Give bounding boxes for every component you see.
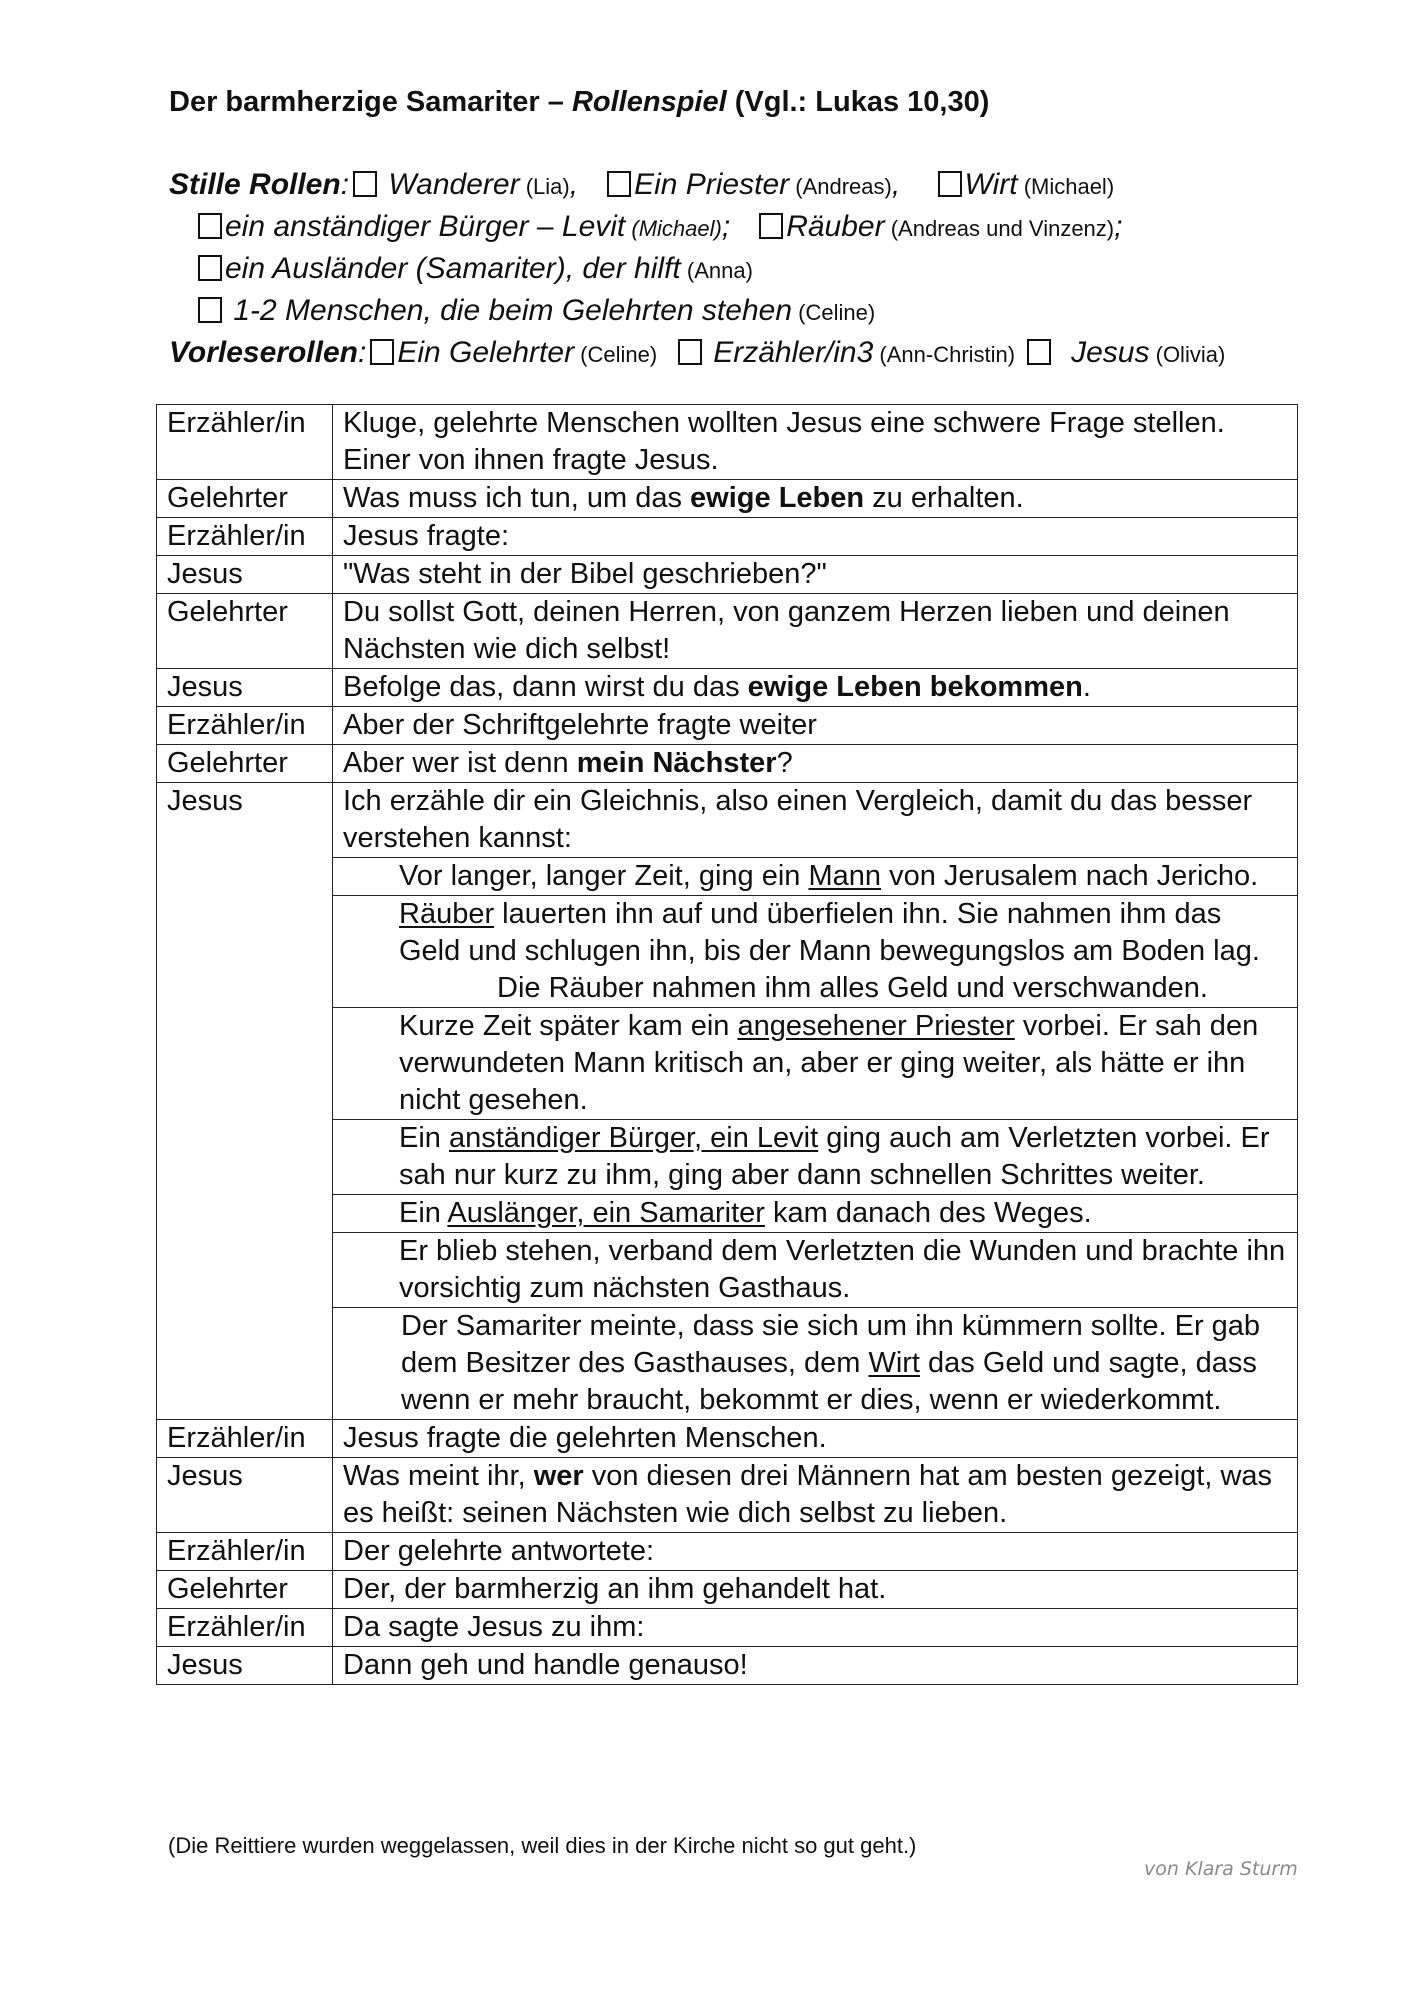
table-row xyxy=(157,1458,1298,1533)
title-text: Der barmherzige Samariter – xyxy=(169,86,572,118)
actor-erzaehler: (Ann-Christin) xyxy=(873,342,1016,367)
line-cell: Ich erzähle dir ein Gleichnis, also einen Vergleich, damit du das besser verstehen kannst: xyxy=(333,783,1298,858)
line-text: . xyxy=(1082,671,1091,703)
line-text: Was muss ich tun, um das xyxy=(343,482,691,514)
checkbox-jesus[interactable] xyxy=(1027,339,1051,365)
speaker-cell: Gelehrter xyxy=(157,1571,333,1609)
line-text: Befolge das, dann wirst du das xyxy=(343,671,748,703)
roles-line-4 xyxy=(169,291,1225,333)
checkbox-wanderer[interactable] xyxy=(353,171,377,197)
role-erzaehler: Erzähler/in3 xyxy=(713,336,874,369)
role-raeuber: Räuber xyxy=(786,210,885,243)
story-cell xyxy=(333,1308,1298,1420)
line-text: vorbei. Er sah den verwundeten Mann kritisch an, aber er ging weiter, als hätte er ihn nicht gesehen. xyxy=(399,1010,1259,1116)
role-wanderer: Wanderer xyxy=(388,168,520,201)
line-text: von diesen drei Männern hat am besten gezeigt, was es heißt: seinen Nächsten wie dich selbst zu lieben. xyxy=(343,1460,1273,1529)
speaker-cell: Jesus xyxy=(157,669,333,707)
line-text: ? xyxy=(776,747,793,779)
line-underline: Wirt xyxy=(868,1347,920,1379)
footnote: (Die Reittiere wurden weggelassen, weil dies in der Kirche nicht so gut geht.) xyxy=(168,1833,917,1858)
actor-priester: (Andreas) xyxy=(789,174,892,199)
line-cell: Aber der Schriftgelehrte fragte weiter xyxy=(333,707,1298,745)
role-levit: ein anständiger Bürger – Levit xyxy=(225,210,626,243)
role-sep: , xyxy=(891,168,901,201)
speaker-cell: Jesus xyxy=(157,1647,333,1685)
line-text: Ein xyxy=(399,1122,449,1154)
line-text: ging auch am Verletzten vorbei. Er sah nur kurz zu ihm, ging aber dann schnellen Schrittes weiter. xyxy=(399,1122,1270,1191)
line-cell xyxy=(333,480,1298,518)
line-cell: Der, der barmherzig an ihm gehandelt hat. xyxy=(333,1571,1298,1609)
checkbox-levit[interactable] xyxy=(198,213,222,239)
line-cell: Da sagte Jesus zu ihm: xyxy=(333,1609,1298,1647)
line-cell: "Was steht in der Bibel geschrieben?" xyxy=(333,556,1298,594)
actor-wanderer: (Lia) xyxy=(519,174,570,199)
page-title xyxy=(169,86,989,119)
reading-roles-label: Vorleserollen xyxy=(169,336,358,369)
roles-line-3 xyxy=(169,249,1225,291)
speaker-cell: Erzähler/in xyxy=(157,707,333,745)
story-cell xyxy=(333,1008,1298,1120)
speaker-cell: Erzähler/in xyxy=(157,1609,333,1647)
story-cell xyxy=(333,896,1298,1008)
speaker-cell: Erzähler/in xyxy=(157,405,333,480)
actor-samariter: (Anna) xyxy=(680,258,753,283)
line-bold: ewige Leben xyxy=(690,482,865,514)
roles-line-2 xyxy=(169,207,1225,249)
table-row xyxy=(157,783,1298,858)
line-cell: Der gelehrte antwortete: xyxy=(333,1533,1298,1571)
roles-line-5 xyxy=(169,333,1225,375)
actor-raeuber: (Andreas und Vinzenz) xyxy=(884,216,1115,241)
line-text: von Jerusalem nach Jericho. xyxy=(881,860,1259,892)
line-text: Kurze Zeit später kam ein xyxy=(399,1010,738,1042)
story-cell: Er blieb stehen, verband dem Verletzten die Wunden und brachte ihn vorsichtig zum nächsten Gasthaus. xyxy=(333,1233,1298,1308)
speaker-cell: Erzähler/in xyxy=(157,1533,333,1571)
silent-roles-colon: : xyxy=(340,168,350,201)
line-text: zu erhalten. xyxy=(864,482,1024,514)
line-cell: Kluge, gelehrte Menschen wollten Jesus eine schwere Frage stellen. Einer von ihnen fragte Jesus. xyxy=(333,405,1298,480)
speaker-cell: Jesus xyxy=(157,783,333,1420)
speaker-cell: Erzähler/in xyxy=(157,1420,333,1458)
role-sep: ; xyxy=(721,210,731,243)
checkbox-gelehrter[interactable] xyxy=(370,339,394,365)
actor-jesus: (Olivia) xyxy=(1149,342,1226,367)
author-signature: von Klara Sturm xyxy=(1144,1858,1298,1880)
line-text: Ein xyxy=(399,1197,448,1229)
line-cell: Jesus fragte die gelehrten Menschen. xyxy=(333,1420,1298,1458)
roles-line-1 xyxy=(169,165,1225,207)
line-text: Der Samariter meinte, dass sie sich um ihn kümmern sollte. Er gab dem Besitzer des Gasthauses, dem xyxy=(401,1310,1261,1379)
line-underline: angesehener Priester xyxy=(737,1010,1015,1042)
reading-roles-colon: : xyxy=(357,336,367,369)
role-wirt: Wirt xyxy=(964,168,1018,201)
table-row xyxy=(157,594,1298,669)
speaker-cell: Gelehrter xyxy=(157,480,333,518)
role-menschen: 1-2 Menschen, die beim Gelehrten stehen xyxy=(233,294,793,327)
checkbox-erzaehler[interactable] xyxy=(678,339,702,365)
line-cell xyxy=(333,745,1298,783)
line-underline: Mann xyxy=(808,860,882,892)
story-cell xyxy=(333,1195,1298,1233)
line-bold: wer xyxy=(533,1460,584,1492)
table-row xyxy=(157,707,1298,745)
line-underline: Räuber xyxy=(399,898,495,930)
line-underline: Auslänger, ein Samariter xyxy=(447,1197,765,1229)
line-text: Was meint ihr, xyxy=(343,1460,534,1492)
role-jesus: Jesus xyxy=(1071,336,1150,369)
role-samariter: ein Ausländer (Samariter), der hilft xyxy=(225,252,681,285)
table-row xyxy=(157,1420,1298,1458)
role-priester: Ein Priester xyxy=(634,168,790,201)
table-row xyxy=(157,405,1298,480)
line-cell: Dann geh und handle genauso! xyxy=(333,1647,1298,1685)
speaker-cell: Gelehrter xyxy=(157,594,333,669)
speaker-cell: Erzähler/in xyxy=(157,518,333,556)
table-row xyxy=(157,1533,1298,1571)
table-row xyxy=(157,1647,1298,1685)
speaker-cell: Jesus xyxy=(157,1458,333,1533)
story-cell xyxy=(333,1120,1298,1195)
role-sep: , xyxy=(569,168,579,201)
line-bold: mein Nächster xyxy=(576,747,777,779)
line-bold: ewige Leben bekommen xyxy=(747,671,1083,703)
table-row xyxy=(157,480,1298,518)
actor-gelehrter: (Celine) xyxy=(574,342,658,367)
actor-wirt: (Michael) xyxy=(1017,174,1115,199)
line-cell xyxy=(333,669,1298,707)
speaker-cell: Jesus xyxy=(157,556,333,594)
checkbox-priester[interactable] xyxy=(607,171,631,197)
table-row xyxy=(157,518,1298,556)
checkbox-raeuber[interactable] xyxy=(759,213,783,239)
table-row xyxy=(157,669,1298,707)
title-reference: (Vgl.: Lukas 10,30) xyxy=(726,86,990,118)
line-underline: anständiger Bürger, ein Levit xyxy=(448,1122,819,1154)
script-table xyxy=(156,404,1298,1685)
table-row xyxy=(157,745,1298,783)
table-row xyxy=(157,1571,1298,1609)
line-text: lauerten ihn auf und überfielen ihn. Sie nahmen ihm das Geld und schlugen ihn, bis der Mann bewegungslos am Boden lag. xyxy=(399,898,1260,967)
line-text: Vor langer, langer Zeit, ging ein xyxy=(399,860,809,892)
line-text: Aber wer ist denn xyxy=(343,747,577,779)
checkbox-menschen[interactable] xyxy=(198,297,222,323)
line-cell xyxy=(333,1458,1298,1533)
line-text: kam danach des Weges. xyxy=(764,1197,1092,1229)
actor-levit: (Michael) xyxy=(625,216,722,241)
checkbox-wirt[interactable] xyxy=(938,171,962,197)
title-italic: Rollenspiel xyxy=(571,86,727,118)
speaker-cell: Gelehrter xyxy=(157,745,333,783)
role-gelehrter: Ein Gelehrter xyxy=(397,336,575,369)
line-text: Die Räuber nahmen ihm alles Geld und verschwanden. xyxy=(497,972,1208,1004)
line-cell: Du sollst Gott, deinen Herren, von ganzem Herzen lieben und deinen Nächsten wie dich selbst! xyxy=(333,594,1298,669)
checkbox-samariter[interactable] xyxy=(198,255,222,281)
story-cell xyxy=(333,858,1298,896)
role-sep: ; xyxy=(1114,210,1123,243)
silent-roles-label: Stille Rollen xyxy=(169,168,341,201)
table-row xyxy=(157,1609,1298,1647)
actor-menschen: (Celine) xyxy=(792,300,876,325)
line-cell: Jesus fragte: xyxy=(333,518,1298,556)
role-list xyxy=(169,165,1225,375)
line-text: das Geld und sagte, dass wenn er mehr braucht, bekommt er dies, wenn er wiederkommt. xyxy=(401,1347,1257,1416)
table-row xyxy=(157,556,1298,594)
